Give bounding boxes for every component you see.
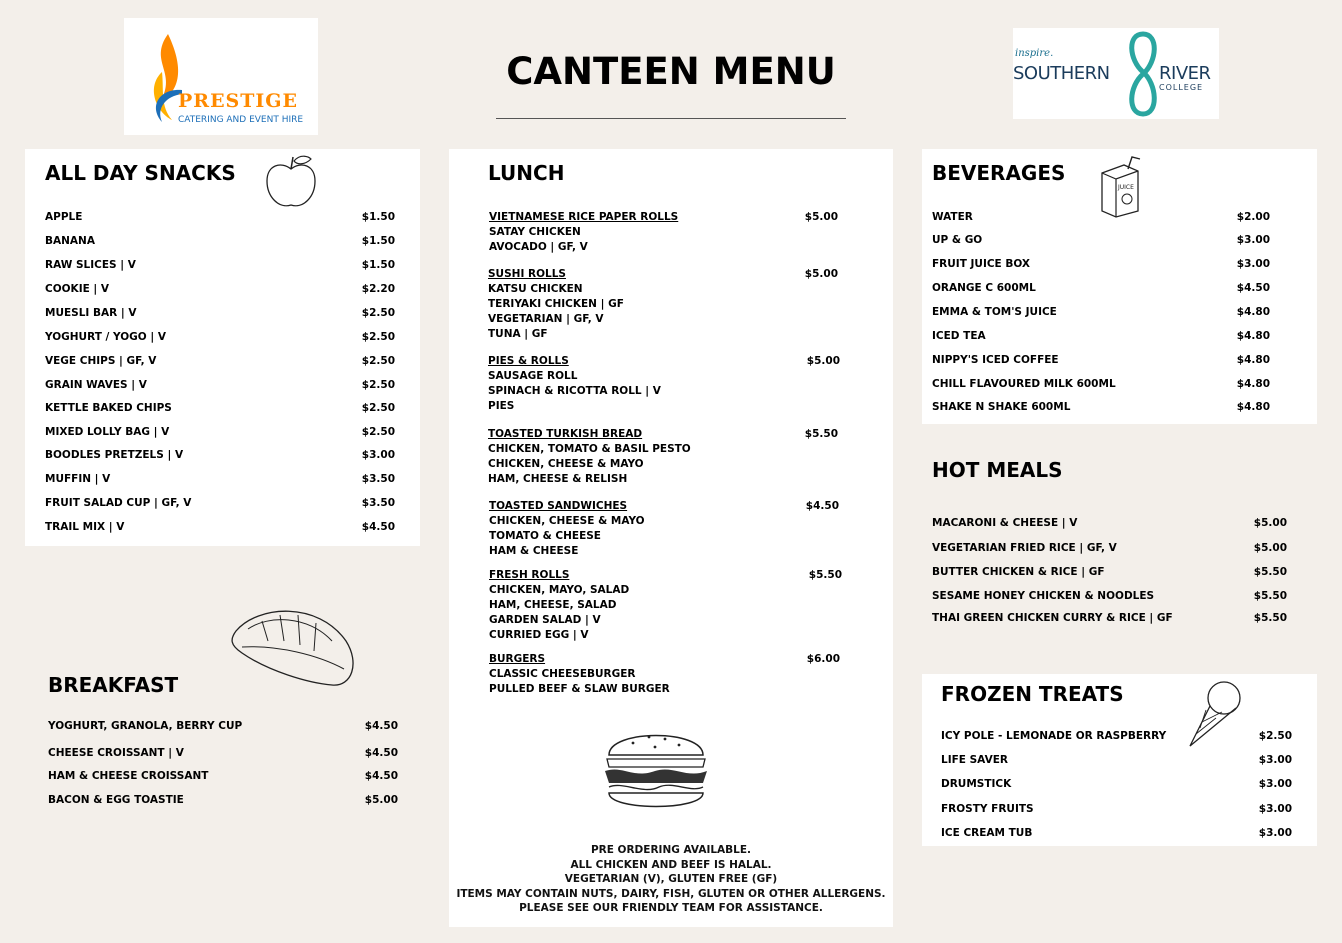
- menu-item-name: YOGHURT, GRANOLA, BERRY CUP: [48, 720, 243, 732]
- lunch-category-price: $4.50: [805, 500, 839, 512]
- menu-item-price: $2.50: [361, 402, 395, 414]
- menu-item-price: $1.50: [361, 259, 395, 271]
- menu-item-name: KETTLE BAKED CHIPS: [45, 402, 172, 414]
- menu-item-price: $4.80: [1236, 306, 1270, 318]
- breakfast-heading: BREAKFAST: [48, 673, 179, 697]
- menu-item-price: $2.50: [361, 379, 395, 391]
- title-divider: [496, 118, 846, 119]
- frozen-card: [922, 674, 1317, 846]
- juice-box-icon: [1098, 155, 1146, 217]
- menu-item-name: MACARONI & CHEESE | V: [932, 517, 1078, 529]
- menu-item-name: ORANGE C 600ML: [932, 282, 1036, 294]
- lunch-note: ITEMS MAY CONTAIN NUTS, DAIRY, FISH, GLUTEN OR OTHER ALLERGENS.: [456, 887, 886, 900]
- menu-item-price: $1.50: [361, 211, 395, 223]
- lunch-option: SPINACH & RICOTTA ROLL | V: [488, 385, 661, 397]
- menu-item-price: $3.00: [1258, 803, 1292, 815]
- lunch-category: SUSHI ROLLS: [488, 268, 566, 280]
- menu-item-name: RAW SLICES | V: [45, 259, 136, 271]
- lunch-option: PIES: [488, 400, 515, 412]
- menu-item-price: $3.00: [361, 449, 395, 461]
- lunch-option: TUNA | GF: [488, 328, 548, 340]
- menu-item-price: $2.00: [1236, 211, 1270, 223]
- lunch-category-price: $6.00: [806, 653, 840, 665]
- logo-southern-text: SOUTHERN: [1013, 63, 1110, 84]
- menu-item-name: THAI GREEN CHICKEN CURRY & RICE | GF: [932, 612, 1173, 624]
- menu-item-name: VEGE CHIPS | GF, V: [45, 355, 157, 367]
- snacks-card: [25, 149, 420, 546]
- menu-item-price: $4.50: [364, 770, 398, 782]
- menu-item-price: $5.00: [364, 794, 398, 806]
- menu-item-price: $3.00: [1258, 827, 1292, 839]
- lunch-category-price: $5.00: [804, 211, 838, 223]
- lunch-category: PIES & ROLLS: [488, 355, 569, 367]
- menu-item-price: $3.00: [1236, 234, 1270, 246]
- menu-item-name: LIFE SAVER: [941, 754, 1008, 766]
- logo-college-text: COLLEGE: [1159, 83, 1204, 92]
- lunch-category-price: $5.00: [804, 268, 838, 280]
- menu-item-name: FRUIT JUICE BOX: [932, 258, 1031, 270]
- menu-item-name: UP & GO: [932, 234, 983, 246]
- apple-icon: [263, 153, 319, 211]
- menu-item-price: $4.80: [1236, 378, 1270, 390]
- page-title: CANTEEN MENU: [506, 50, 836, 93]
- menu-item-price: $1.50: [361, 235, 395, 247]
- menu-item-price: $3.50: [361, 497, 395, 509]
- menu-item-name: ICE CREAM TUB: [941, 827, 1033, 839]
- menu-item-name: NIPPY'S ICED COFFEE: [932, 354, 1059, 366]
- hot-meals-heading: HOT MEALS: [932, 458, 1063, 482]
- logo-inspire-text: inspire.: [1015, 48, 1054, 59]
- southern-river-college-logo: [1013, 28, 1219, 119]
- lunch-category: VIETNAMESE RICE PAPER ROLLS: [489, 211, 679, 223]
- menu-item-name: DRUMSTICK: [941, 778, 1012, 790]
- beverages-heading: BEVERAGES: [932, 161, 1066, 185]
- juice-label: JUICE: [1118, 184, 1134, 191]
- menu-item-price: $4.80: [1236, 354, 1270, 366]
- menu-item-price: $2.50: [361, 307, 395, 319]
- lunch-category: TOASTED TURKISH BREAD: [488, 428, 643, 440]
- lunch-note: VEGETARIAN (V), GLUTEN FREE (GF): [564, 873, 778, 886]
- menu-item-price: $4.80: [1236, 401, 1270, 413]
- lunch-note: PLEASE SEE OUR FRIENDLY TEAM FOR ASSISTANCE.: [519, 902, 823, 915]
- lunch-option: CHICKEN, MAYO, SALAD: [489, 584, 630, 596]
- lunch-category: FRESH ROLLS: [489, 569, 570, 581]
- menu-item-name: BANANA: [45, 235, 95, 247]
- infinity-s-icon: [1125, 30, 1161, 118]
- menu-item-price: $4.50: [364, 747, 398, 759]
- menu-item-price: $5.00: [1253, 542, 1287, 554]
- lunch-category-price: $5.50: [804, 428, 838, 440]
- menu-item-name: MIXED LOLLY BAG | V: [45, 426, 170, 438]
- burger-icon: [603, 721, 709, 821]
- menu-item-name: FRUIT SALAD CUP | GF, V: [45, 497, 192, 509]
- menu-item-price: $2.50: [361, 355, 395, 367]
- logo-river-text: RIVER: [1159, 63, 1211, 84]
- lunch-option: CLASSIC CHEESEBURGER: [489, 668, 636, 680]
- prestige-name: PRESTIGE: [178, 90, 299, 112]
- lunch-category: TOASTED SANDWICHES: [489, 500, 628, 512]
- menu-item-name: APPLE: [45, 211, 83, 223]
- menu-item-name: BOODLES PRETZELS | V: [45, 449, 184, 461]
- frozen-heading: FROZEN TREATS: [941, 682, 1124, 706]
- lunch-option: CHICKEN, CHEESE & MAYO: [489, 515, 645, 527]
- lunch-option: PULLED BEEF & SLAW BURGER: [489, 683, 670, 695]
- lunch-card: [449, 149, 893, 927]
- menu-item-name: HAM & CHEESE CROISSANT: [48, 770, 209, 782]
- menu-item-price: $2.50: [361, 331, 395, 343]
- menu-item-name: SESAME HONEY CHICKEN & NOODLES: [932, 590, 1155, 602]
- menu-item-name: TRAIL MIX | V: [45, 521, 125, 533]
- menu-item-name: BACON & EGG TOASTIE: [48, 794, 184, 806]
- menu-item-price: $4.50: [364, 720, 398, 732]
- croissant-icon: [228, 601, 362, 689]
- lunch-option: CURRIED EGG | V: [489, 629, 589, 641]
- menu-item-name: YOGHURT / YOGO | V: [45, 331, 166, 343]
- menu-item-price: $4.50: [361, 521, 395, 533]
- snacks-heading: ALL DAY SNACKS: [45, 161, 236, 185]
- menu-item-price: $2.20: [361, 283, 395, 295]
- menu-item-name: BUTTER CHICKEN & RICE | GF: [932, 566, 1105, 578]
- lunch-option: CHICKEN, CHEESE & MAYO: [488, 458, 644, 470]
- lunch-option: HAM, CHEESE, SALAD: [489, 599, 617, 611]
- menu-item-name: MUESLI BAR | V: [45, 307, 137, 319]
- menu-item-name: COOKIE | V: [45, 283, 110, 295]
- beverages-card: [922, 149, 1317, 424]
- lunch-option: HAM, CHEESE & RELISH: [488, 473, 628, 485]
- lunch-option: HAM & CHEESE: [489, 545, 579, 557]
- lunch-option: TOMATO & CHEESE: [489, 530, 601, 542]
- lunch-option: CHICKEN, TOMATO & BASIL PESTO: [488, 443, 691, 455]
- lunch-option: KATSU CHICKEN: [488, 283, 583, 295]
- lunch-option: AVOCADO | GF, V: [489, 241, 588, 253]
- menu-item-price: $4.80: [1236, 330, 1270, 342]
- menu-item-price: $5.50: [1253, 590, 1287, 602]
- menu-item-price: $2.50: [1258, 730, 1292, 742]
- menu-item-name: WATER: [932, 211, 973, 223]
- menu-item-name: SHAKE N SHAKE 600ML: [932, 401, 1071, 413]
- lunch-option: VEGETARIAN | GF, V: [488, 313, 604, 325]
- lunch-category-price: $5.00: [806, 355, 840, 367]
- lunch-option: TERIYAKI CHICKEN | GF: [488, 298, 624, 310]
- lunch-heading: LUNCH: [488, 161, 565, 185]
- menu-item-name: CHEESE CROISSANT | V: [48, 747, 184, 759]
- prestige-subtitle: CATERING AND EVENT HIRE: [178, 115, 304, 125]
- menu-item-price: $5.50: [1253, 612, 1287, 624]
- lunch-option: SATAY CHICKEN: [489, 226, 581, 238]
- menu-item-price: $2.50: [361, 426, 395, 438]
- menu-item-name: FROSTY FRUITS: [941, 803, 1034, 815]
- menu-item-name: MUFFIN | V: [45, 473, 111, 485]
- lunch-category: BURGERS: [489, 653, 546, 665]
- lunch-note: ALL CHICKEN AND BEEF IS HALAL.: [570, 858, 772, 871]
- lunch-option: GARDEN SALAD | V: [489, 614, 601, 626]
- menu-item-name: ICY POLE - LEMONADE OR RASPBERRY: [941, 730, 1167, 742]
- lunch-category-price: $5.50: [808, 569, 842, 581]
- menu-item-price: $3.00: [1258, 778, 1292, 790]
- menu-item-price: $3.00: [1258, 754, 1292, 766]
- menu-item-name: EMMA & TOM'S JUICE: [932, 306, 1057, 318]
- menu-item-price: $3.50: [361, 473, 395, 485]
- prestige-logo: [124, 18, 318, 135]
- menu-item-price: $4.50: [1236, 282, 1270, 294]
- menu-item-price: $5.00: [1253, 517, 1287, 529]
- lunch-option: SAUSAGE ROLL: [488, 370, 578, 382]
- menu-item-name: GRAIN WAVES | V: [45, 379, 147, 391]
- menu-item-name: ICED TEA: [932, 330, 986, 342]
- flame-icon: [138, 32, 198, 127]
- lunch-note: PRE ORDERING AVAILABLE.: [590, 844, 752, 856]
- menu-item-price: $3.00: [1236, 258, 1270, 270]
- menu-item-name: VEGETARIAN FRIED RICE | GF, V: [932, 542, 1117, 554]
- menu-item-name: CHILL FLAVOURED MILK 600ML: [932, 378, 1116, 390]
- menu-item-price: $5.50: [1253, 566, 1287, 578]
